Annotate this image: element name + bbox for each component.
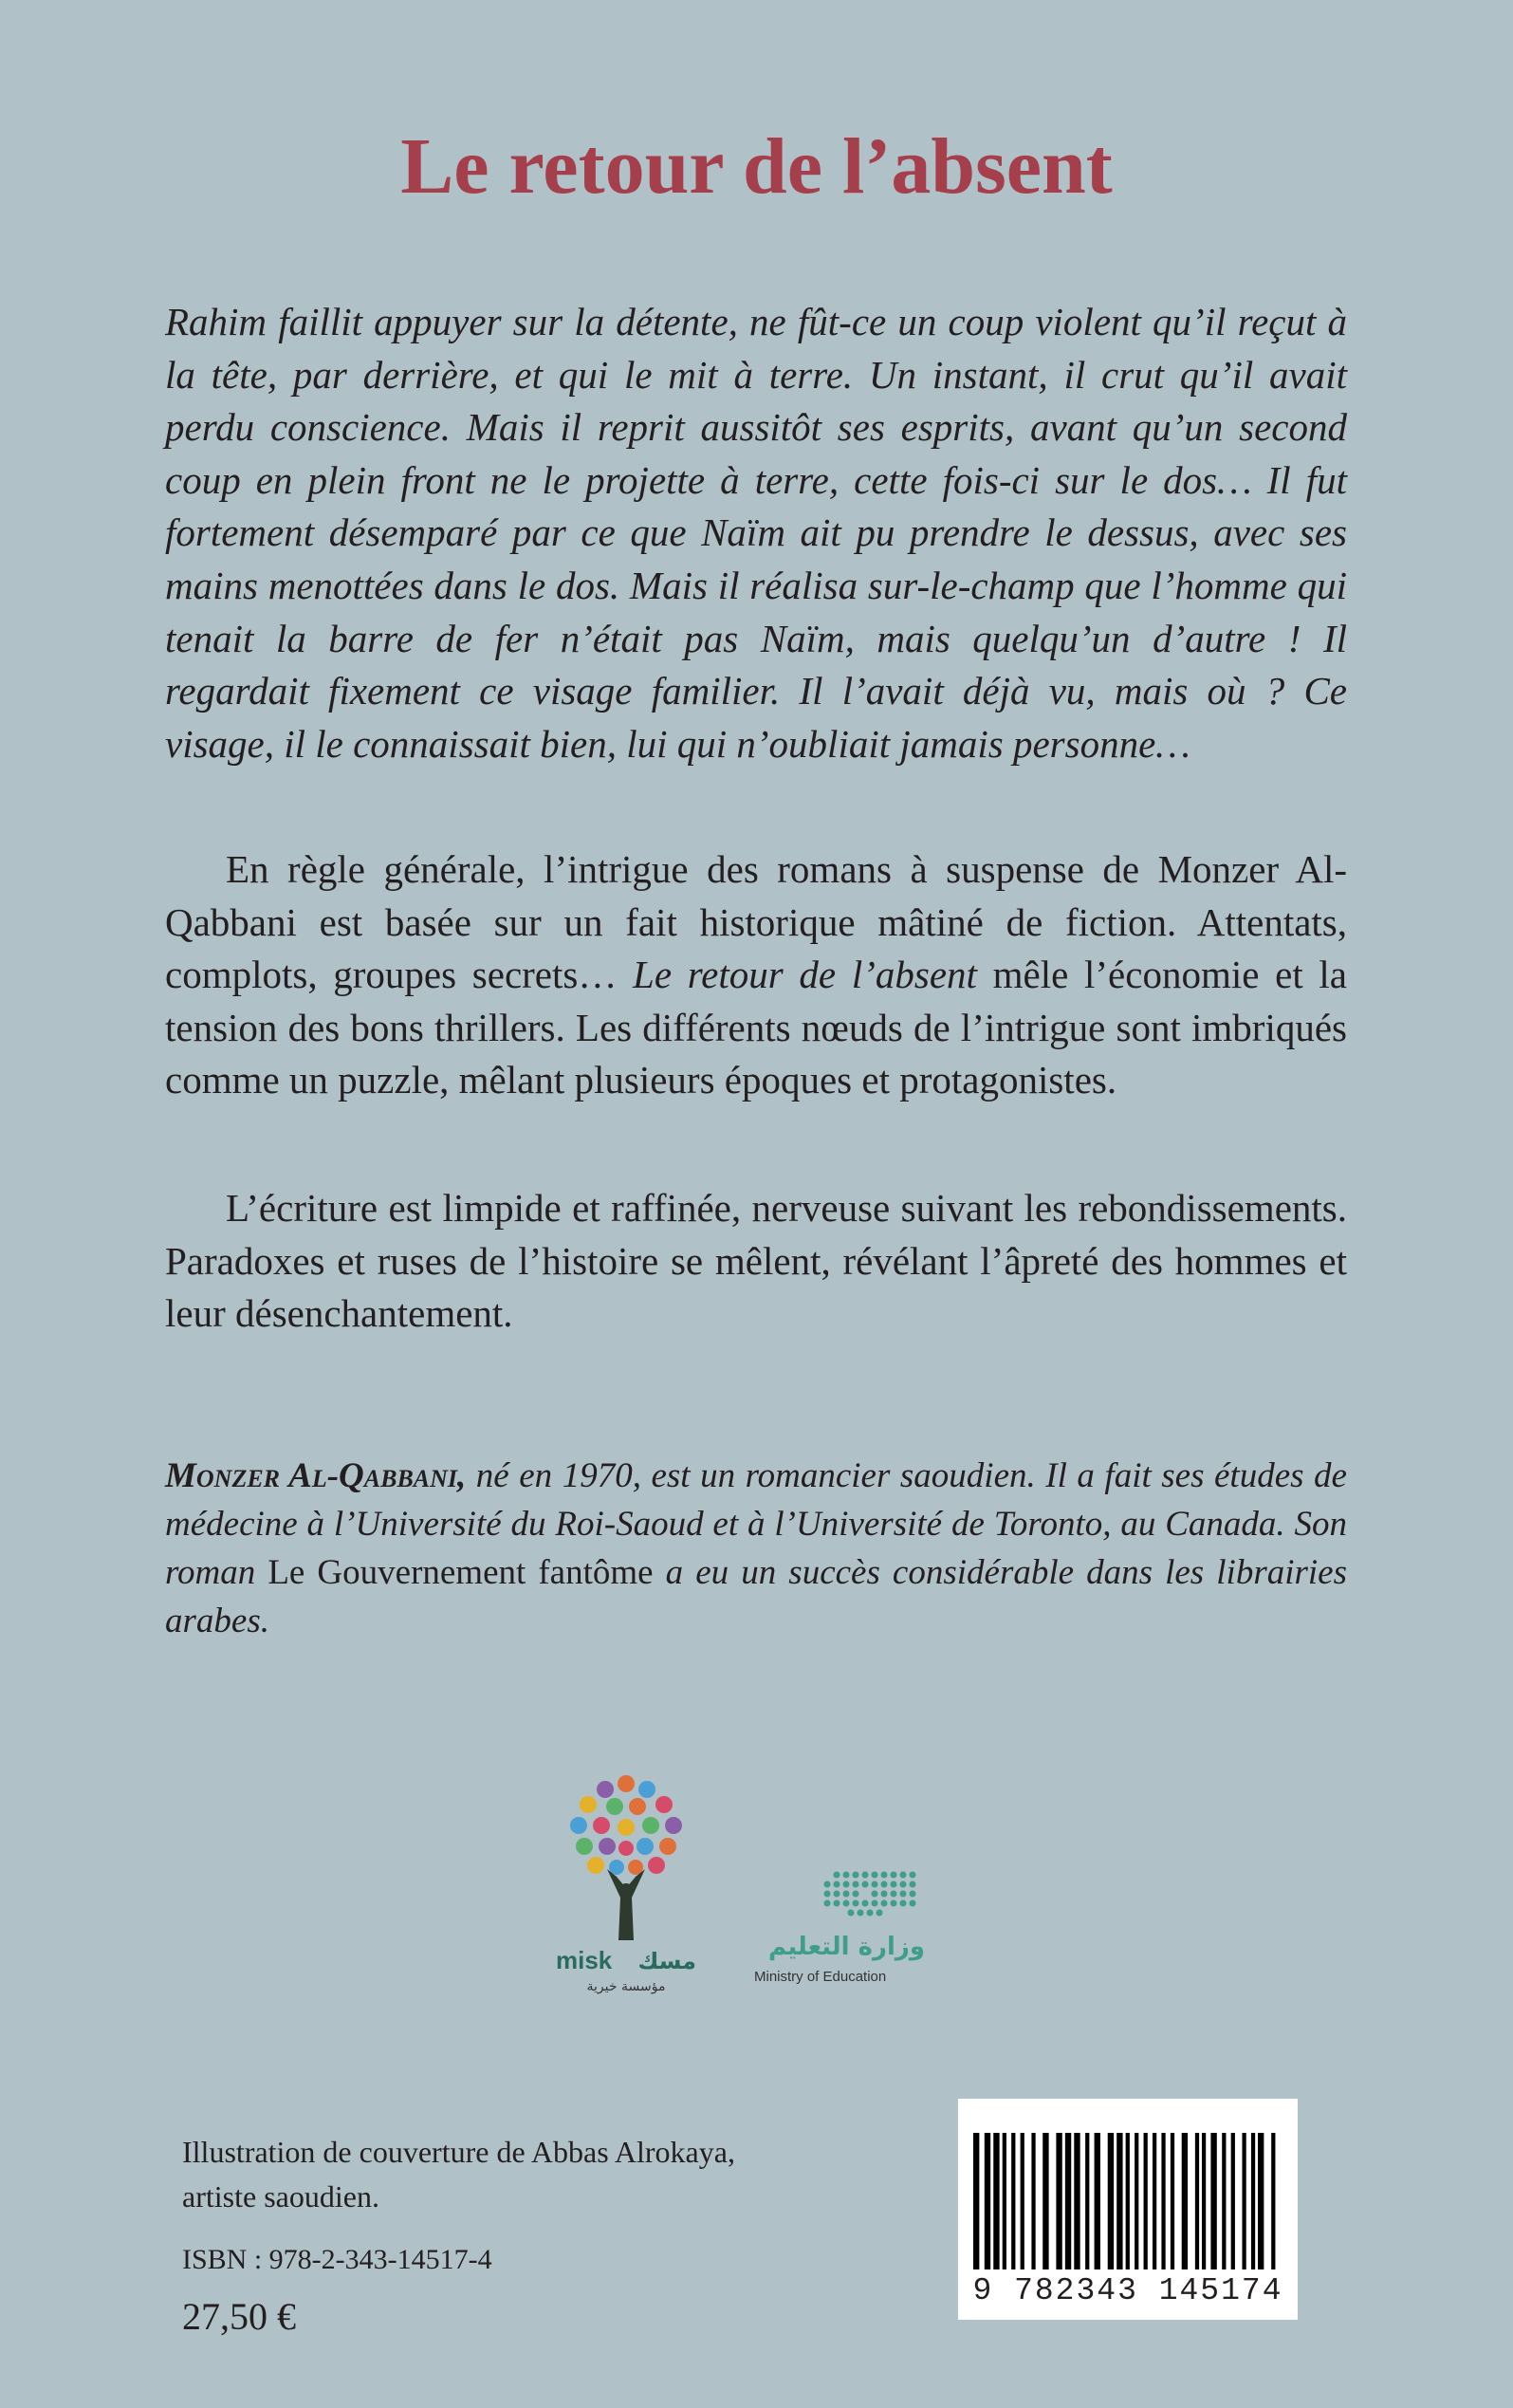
price: 27,50 € [182,2295,296,2338]
barcode-bar [1210,2133,1216,2269]
misk-sub-text: مؤسسة خيرية [586,1979,666,1994]
barcode-bar [1135,2133,1138,2269]
moe-english-text: Ministry of Education [754,1969,887,1985]
barcode-bar [993,2133,999,2269]
summary-book-title: Le retour de l’absent [633,953,977,997]
barcode-bar [1144,2133,1148,2269]
author-bio-text-2: a eu un succès considérable dans les librairies arabes. [165,1553,1348,1640]
summary-text-before: En règle générale, l’intrigue des romans à suspense de Monzer Al-Qabbani est basée sur un fait historique mâtiné de fiction. Attentats, complots, groupes secrets… [165,847,1347,997]
isbn: ISBN : 978-2-343-14517-4 [182,2244,492,2275]
barcode-bar [1031,2133,1035,2269]
barcode-bar [1242,2133,1245,2269]
barcode-bar [1108,2133,1114,2269]
barcode-bar [1042,2133,1048,2269]
ministry-of-education-logo [749,1869,930,1992]
author-name: Monzer Al-Qabbani, [165,1456,467,1495]
tree-canopy-icon [570,1775,682,1875]
barcode-bar [1258,2133,1264,2269]
barcode-bar [1251,2133,1255,2269]
moe-arabic-text: وزارة التعليم [768,1933,925,1961]
misk-arabic-text: مسك [637,1948,696,1974]
book-title: Le retour de l’absent [400,122,1113,211]
excerpt-paragraph: Rahim faillit appuyer sur la détente, ne fût-ce un coup violent qu’il reçut à la tête, par derrière, et qui le mit à terre. Un instant, il crut qu’il avait perdu conscience. Mais il reprit aussitôt ses esprits, avant qu’un second coup en plein front ne le projette à terre, cette fois-ci sur le dos… Il fut fortement désemparé par ce que Naïm ait pu prendre le dessus, avec ses mains menottées dans le dos. Mais il réalisa sur-le-champ que l’homme qui tenait la barre de fer n’était pas Naïm, mais quelqu’un d’autre ! Il regardait fixement ce visage familier. Il l’avait déjà vu, mais où ? Ce visage, il le connaissait bien, lui qui n’oubliait jamais personne… [165,300,1347,766]
barcode-bar [985,2133,990,2269]
cover-credit: Illustration de couverture de Abbas Alrokaya, artiste saoudien. [182,2135,735,2214]
summary-text-after: mêle l’économie et la tension des bons thrillers. Les différents nœuds de l’intrigue sont imbriqués comme un puzzle, mêlant plusieurs époques et protagonistes. [165,953,1348,1102]
barcode-bar [1126,2133,1130,2269]
barcode-bar [1065,2133,1071,2269]
barcode-bar [973,2133,979,2269]
book-dots-icon [824,1872,916,1917]
barcode-bar [1271,2133,1275,2269]
barcode-bar [1116,2133,1122,2269]
barcode-bar [1202,2133,1206,2269]
barcode-bar [1161,2133,1165,2269]
person-trunk-icon [607,1869,645,1940]
barcode-bar [1153,2133,1156,2269]
barcode-bar [1171,2133,1174,2269]
style-paragraph: L’écriture est limpide et raffinée, nerveuse suivant les rebondissements. Paradoxes et ruses de l’histoire se mêlent, révélant l’âpreté des hommes et leur désenchantement. [165,1186,1347,1336]
misk-logo [541,1746,711,2002]
author-book-title: Le Gouvernement fantôme [268,1553,654,1592]
author-bio [165,1452,1347,1645]
barcode-bar [1021,2133,1024,2269]
barcode-bar [1056,2133,1061,2269]
barcode-bar [1222,2133,1226,2269]
barcode-bar [1003,2133,1006,2269]
barcode-bar [1095,2133,1100,2269]
misk-latin-text: misk [556,1946,613,1974]
barcode-bar [1182,2133,1188,2269]
author-bio-text-1: né en 1970, est un romancier saoudien. Il a fait ses études de médecine à l’Université du Roi-Saoud et à l’Université de Toronto, au Canada. Son roman [165,1456,1347,1592]
barcode [958,2099,1298,2320]
barcode-bar [1074,2133,1079,2269]
barcode-bar [1195,2133,1199,2269]
barcode-bar [1231,2133,1235,2269]
barcode-digits: 9 782343 145174 [972,2273,1283,2308]
barcode-bars [969,2133,1286,2273]
barcode-bar [1085,2133,1089,2269]
barcode-bar [1011,2133,1015,2269]
summary-paragraph [165,843,1347,1107]
